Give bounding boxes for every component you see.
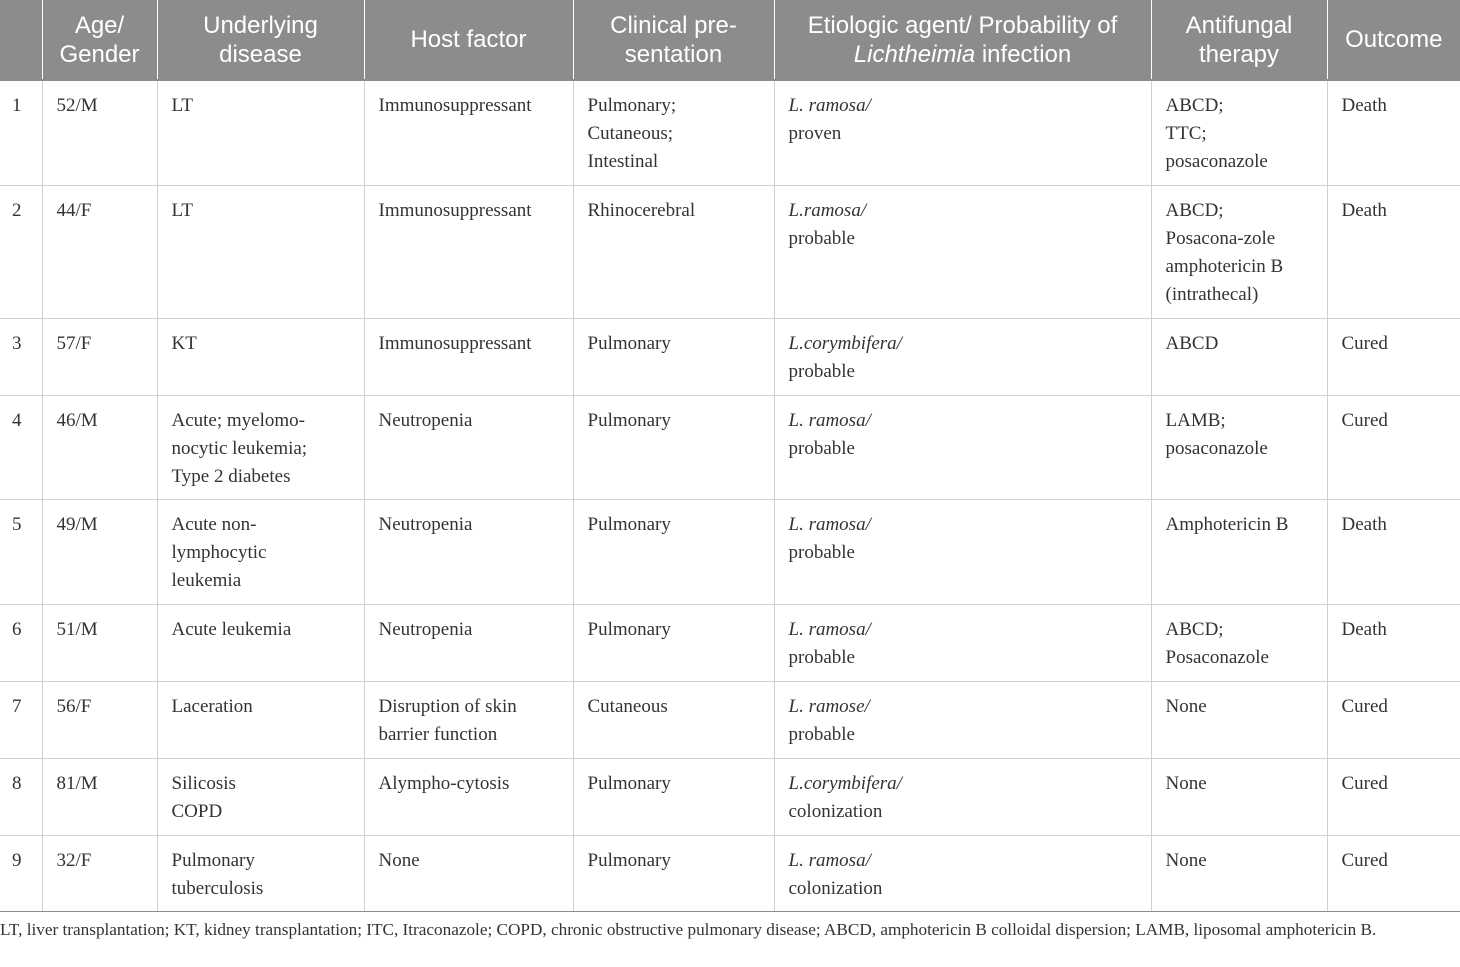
cell-number: 5	[0, 499, 42, 604]
header-outcome: Outcome	[1327, 0, 1460, 80]
cell-host-factor: Immunosuppressant	[364, 80, 573, 185]
table-row	[0, 185, 1460, 318]
cell-etiologic-agent: L. ramose/ probable	[774, 681, 1151, 758]
cell-antifungal-therapy: ABCD; TTC; posaconazole	[1151, 80, 1327, 185]
header-row	[0, 0, 1460, 80]
cell-clinical-presentation: Pulmonary	[573, 395, 774, 499]
cell-outcome: Death	[1327, 80, 1460, 185]
header-age-gender: Age/ Gender	[42, 0, 157, 80]
cell-number: 1	[0, 80, 42, 185]
table-row	[0, 758, 1460, 835]
cell-outcome: Death	[1327, 604, 1460, 681]
cell-number: 4	[0, 395, 42, 499]
cell-etiologic-agent: L.corymbifera/ probable	[774, 318, 1151, 395]
cell-host-factor: Neutropenia	[364, 395, 573, 499]
cell-clinical-presentation: Pulmonary	[573, 318, 774, 395]
cell-outcome: Cured	[1327, 758, 1460, 835]
cell-outcome: Death	[1327, 499, 1460, 604]
cell-clinical-presentation: Pulmonary	[573, 835, 774, 911]
table-row	[0, 80, 1460, 185]
cell-clinical-presentation: Pulmonary	[573, 604, 774, 681]
cell-underlying-disease: Silicosis COPD	[157, 758, 364, 835]
cell-number: 9	[0, 835, 42, 911]
cell-host-factor: Neutropenia	[364, 499, 573, 604]
cell-age-gender: 81/M	[42, 758, 157, 835]
table-row	[0, 318, 1460, 395]
cell-underlying-disease: Acute; myelomo- nocytic leukemia; Type 2 diabetes	[157, 395, 364, 499]
cell-antifungal-therapy: ABCD	[1151, 318, 1327, 395]
cell-clinical-presentation: Rhinocerebral	[573, 185, 774, 318]
cell-age-gender: 44/F	[42, 185, 157, 318]
cell-underlying-disease: Laceration	[157, 681, 364, 758]
cell-host-factor: Immunosuppressant	[364, 318, 573, 395]
cell-age-gender: 32/F	[42, 835, 157, 911]
cell-underlying-disease: LT	[157, 80, 364, 185]
header-etiologic-agent: Etiologic agent/ Probability of Lichtheimia infection	[774, 0, 1151, 80]
cell-underlying-disease: Acute non- lymphocytic leukemia	[157, 499, 364, 604]
cell-antifungal-therapy: ABCD; Posaconazole	[1151, 604, 1327, 681]
cell-underlying-disease: Pulmonary tuberculosis	[157, 835, 364, 911]
cell-etiologic-agent: L. ramosa/ proven	[774, 80, 1151, 185]
cell-age-gender: 49/M	[42, 499, 157, 604]
cell-clinical-presentation: Pulmonary	[573, 499, 774, 604]
cell-etiologic-agent: L. ramosa/ colonization	[774, 835, 1151, 911]
cell-antifungal-therapy: Amphotericin B	[1151, 499, 1327, 604]
cell-antifungal-therapy: None	[1151, 758, 1327, 835]
cell-etiologic-agent: L.ramosa/ probable	[774, 185, 1151, 318]
cell-age-gender: 56/F	[42, 681, 157, 758]
cell-age-gender: 46/M	[42, 395, 157, 499]
cell-outcome: Cured	[1327, 395, 1460, 499]
header-antifungal-therapy: Antifungal therapy	[1151, 0, 1327, 80]
cell-clinical-presentation: Pulmonary	[573, 758, 774, 835]
cell-underlying-disease: Acute leukemia	[157, 604, 364, 681]
cell-outcome: Cured	[1327, 681, 1460, 758]
header-host-factor: Host factor	[364, 0, 573, 80]
table-row	[0, 499, 1460, 604]
cell-number: 8	[0, 758, 42, 835]
table-row	[0, 681, 1460, 758]
header-clinical-presentation: Clinical pre- sentation	[573, 0, 774, 80]
cell-number: 2	[0, 185, 42, 318]
cell-number: 6	[0, 604, 42, 681]
cell-age-gender: 51/M	[42, 604, 157, 681]
table-row	[0, 604, 1460, 681]
cell-etiologic-agent: L.corymbifera/ colonization	[774, 758, 1151, 835]
cell-age-gender: 52/M	[42, 80, 157, 185]
cell-underlying-disease: LT	[157, 185, 364, 318]
cell-host-factor: Alympho-cytosis	[364, 758, 573, 835]
cell-etiologic-agent: L. ramosa/ probable	[774, 499, 1151, 604]
table-row	[0, 395, 1460, 499]
cell-antifungal-therapy: None	[1151, 681, 1327, 758]
header-underlying-disease: Underlying disease	[157, 0, 364, 80]
cell-etiologic-agent: L. ramosa/ probable	[774, 604, 1151, 681]
cell-number: 7	[0, 681, 42, 758]
cell-host-factor: None	[364, 835, 573, 911]
header-number	[0, 0, 42, 80]
cell-underlying-disease: KT	[157, 318, 364, 395]
cell-host-factor: Neutropenia	[364, 604, 573, 681]
cell-age-gender: 57/F	[42, 318, 157, 395]
cell-clinical-presentation: Pulmonary; Cutaneous; Intestinal	[573, 80, 774, 185]
cell-antifungal-therapy: ABCD; Posacona-zole amphotericin B (intrathecal)	[1151, 185, 1327, 318]
cell-etiologic-agent: L. ramosa/ probable	[774, 395, 1151, 499]
cell-antifungal-therapy: LAMB; posaconazole	[1151, 395, 1327, 499]
cell-host-factor: Immunosuppressant	[364, 185, 573, 318]
cell-outcome: Cured	[1327, 318, 1460, 395]
cell-outcome: Cured	[1327, 835, 1460, 911]
cell-number: 3	[0, 318, 42, 395]
cell-host-factor: Disruption of skin barrier function	[364, 681, 573, 758]
cell-clinical-presentation: Cutaneous	[573, 681, 774, 758]
table-footnote: LT, liver transplantation; KT, kidney transplantation; ITC, Itraconazole; COPD, chronic obstructive pulmonary disease; ABCD, amphotericin B colloidal dispersion; LAMB, liposomal amphotericin B.	[0, 920, 1377, 939]
cell-outcome: Death	[1327, 185, 1460, 318]
cell-antifungal-therapy: None	[1151, 835, 1327, 911]
table-row	[0, 835, 1460, 911]
